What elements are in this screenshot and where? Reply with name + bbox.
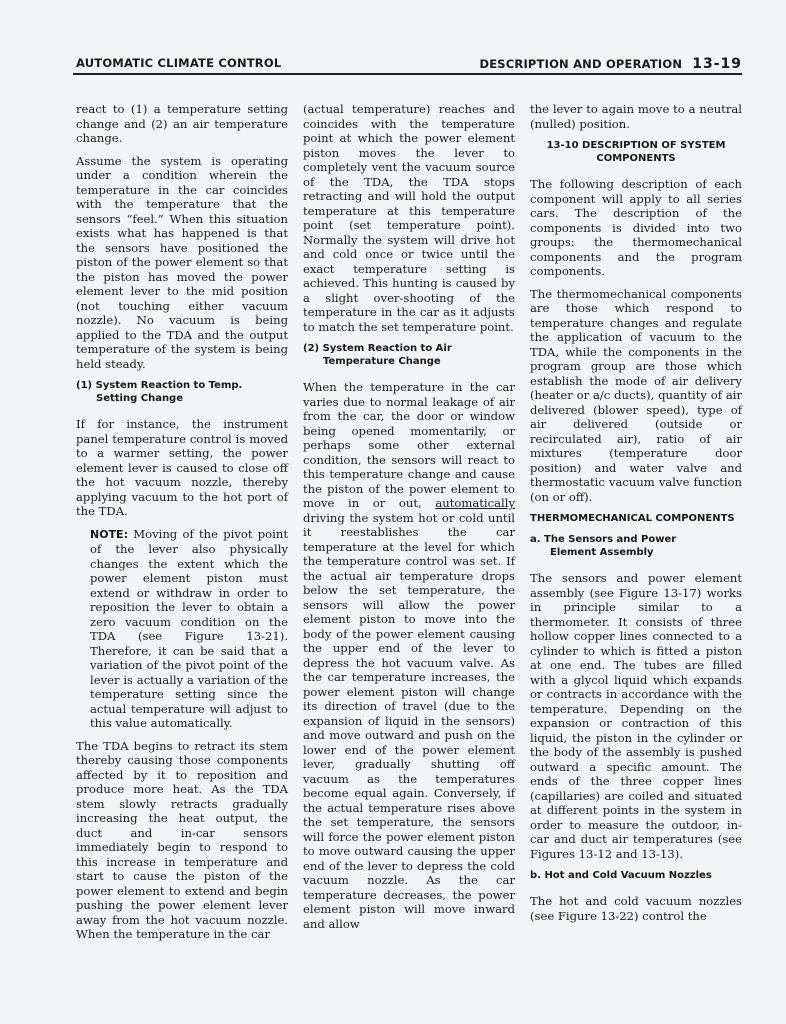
paragraph: Assume the system is operating under a condition wherein the temperature in the car coincides with the temperature that the sensors “feel.” When this situation exists what has happened is that the sensors have positioned the piston of the power element so that the piston has moved the power element lever to the mid position (not touching either vacuum nozzle). No vacuum is being applied to the TDA and the output temperature of the system is being held steady. <box>76 153 288 371</box>
chapter-label: DESCRIPTION AND OPERATION <box>479 57 683 71</box>
paragraph: (actual temperature) reaches and coincides with the temperature point at which the power element piston moves the lever to completely vent the vacuum source of the TDA, the TDA stops retracting and will hold the output temperature at this temperature point (set temperature point). Normally the system will drive hot and cold once or twice until the exact temperature setting is achieved. This hunting is caused by a slight over-shooting of the temperature in the car as it adjusts to match the set temperature point. <box>303 102 515 334</box>
subsection-heading <box>530 533 742 559</box>
note-label: NOTE: <box>90 527 128 541</box>
subsection-heading: b. Hot and Cold Vacuum Nozzles <box>530 870 712 881</box>
page-number: 13-19 <box>692 56 742 72</box>
column-2 <box>303 102 515 939</box>
group-heading: THERMOMECHANICAL COMPONENTS <box>530 513 735 524</box>
note-paragraph <box>76 527 288 731</box>
note-text: Moving of the pivot point of the lever also physically changes the extent which the power element piston must extend or withdraw in order to reposition the lever to obtain a zero vacuum condition on the TDA (see Figure 13-21). Therefore, it can be said that a variation of the pivot point of the lever is actually a variation of the temperature setting since the actual temperature will adjust to this value automatically. <box>90 526 288 730</box>
subsection-heading <box>76 379 288 405</box>
heading-line: Setting Change <box>96 393 183 404</box>
section-heading <box>530 139 742 165</box>
column-3 <box>530 102 742 931</box>
column-1 <box>76 102 288 950</box>
heading-line: Element Assembly <box>550 547 654 558</box>
heading-line: Temperature Change <box>323 356 441 367</box>
paragraph: The thermomechanical components are those which respond to temperature changes and regulate the application of vacuum to the TDA, while the components in the program group are those which establish the mode of air delivery (heater or a/c ducts), quantity of air delivered (blower speed), type of air delivered (outside or recirculated air), ratio of air mixtures (temperature door position) and water valve and thermostatic vacuum valve function (on or off). <box>530 286 742 504</box>
subsection-heading <box>303 342 515 368</box>
underlined-word: automatically <box>435 496 515 510</box>
header-rule <box>73 73 742 75</box>
heading-line: (1) System Reaction to Temp. <box>76 380 243 391</box>
heading-line: a. The Sensors and Power <box>530 534 677 545</box>
page-header <box>76 54 742 72</box>
paragraph: The TDA begins to retract its stem thereby causing those components affected by it to reposition and produce more heat. As the TDA stem slowly retracts gradually increasing the heat output, the duct and in-car sensors immediately begin to respond to this increase in temperature and start to cause the piston of the power element to extend and begin pushing the power element lever away from the hot vacuum nozzle. When the temperature in the car <box>76 738 288 941</box>
paragraph: the lever to again move to a neutral (nulled) position. <box>530 102 742 131</box>
section-title: AUTOMATIC CLIMATE CONTROL <box>76 56 282 70</box>
paragraph: react to (1) a temperature setting change and (2) an air temperature change. <box>76 102 288 145</box>
paragraph: The sensors and power element assembly (see Figure 13-17) works in principle similar to a thermometer. It consists of three hollow copper lines connected to a cylinder to which is fitted a piston at one end. The tubes are filled with a glycol liquid which expands or contracts in accordance with the temperature. Depending on the expansion or contraction of this liquid, the piston in the cylinder or the body of the assembly is pushed outward a specific amount. The ends of the three copper lines (capillaries) are coiled and situated at different points in the system in order to measure the outdoor, in-car and duct air temperatures (see Figures 13-12 and 13-13). <box>530 571 742 861</box>
chapter-title <box>479 56 742 72</box>
heading-line: COMPONENTS <box>596 153 676 164</box>
heading-line: (2) System Reaction to Air <box>303 343 452 354</box>
paragraph: If for instance, the instrument panel temperature control is moved to a warmer setting, the power element lever is caused to close off the hot vacuum nozzle, thereby applying vacuum to the hot port of the TDA. <box>76 417 288 518</box>
paragraph: When the temperature in the car varies due to normal leakage of air from the car, the door or window being opened momentarily, or perhaps some other external condition, the sensors will react to this temperature change and cause the piston of the power element to move in or out, automatically driving the system hot or cold until it reestablishes the car temperature at the level for which the temperature control was set. If the actual air temperature drops below the set temperature, the sensors will allow the power element piston to move into the body of the power element causing the upper end of the lever to depress the hot vacuum valve. As the car temperature increases, the power element piston will change its direction of travel (due to the expansion of liquid in the sensors) and move outward and push on the lower end of the power element lever, gradually shutting off vacuum as the temperatures become equal again. Conversely, if the actual temperature rises above the set temperature, the sensors will force the power element piston to move outward causing the upper end of the lever to depress the cold vacuum nozzle. As the car temperature decreases, the power element piston will move inward and allow <box>303 380 515 931</box>
paragraph: The following description of each component will apply to all series cars. The description of the components is divided into two groups: the thermomechanical components and the program components. <box>530 177 742 278</box>
heading-line: 13-10 DESCRIPTION OF SYSTEM <box>546 140 726 151</box>
paragraph: The hot and cold vacuum nozzles (see Figure 13-22) control the <box>530 894 742 923</box>
